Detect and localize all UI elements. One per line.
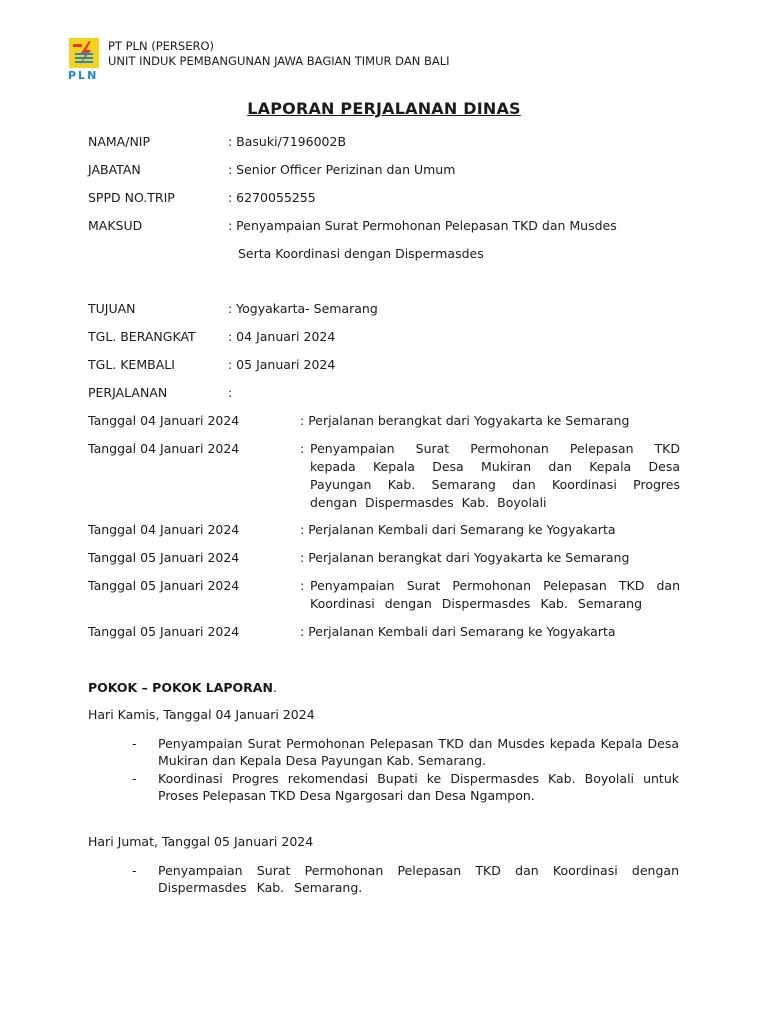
itinerary-colon: :	[300, 550, 309, 565]
itinerary-date: Tanggal 04 Januari 2024	[88, 441, 240, 456]
itinerary-date: Tanggal 04 Januari 2024	[88, 522, 240, 537]
list-item: Penyampaian Surat Permohonan Pelepasan TKD dan Koordinasi dengan Dispermasdes Kab. Semarang.	[158, 863, 679, 895]
itinerary-entry	[300, 577, 680, 613]
itinerary-colon: :	[300, 441, 305, 456]
value-maksud: : Penyampaian Surat Permohonan Pelepasan TKD dan Musdes	[228, 218, 617, 233]
list-item: Penyampaian Surat Permohonan Pelepasan TKD dan Musdes kepada Kepala Desa Mukiran dan Kepala Desa Payungan Kab. Semarang.	[158, 736, 679, 768]
bullet: -	[132, 771, 137, 786]
org-name	[108, 39, 450, 69]
org-line-1: PT PLN (PERSERO)	[108, 39, 214, 53]
value-maksud-line2: Serta Koordinasi dengan Dispermasdes	[238, 246, 484, 261]
section-heading-tail: .	[272, 680, 277, 695]
value-perjalanan: :	[228, 385, 233, 400]
itinerary-colon: :	[300, 624, 309, 639]
section-heading	[88, 680, 277, 696]
itinerary-colon: :	[300, 578, 305, 593]
label-nama: NAMA/NIP	[88, 134, 151, 149]
value-jabatan: : Senior Officer Perizinan dan Umum	[228, 162, 456, 177]
bullet: -	[132, 863, 137, 878]
value-berangkat: : 04 Januari 2024	[228, 329, 336, 344]
value-sppd: : 6270055255	[228, 190, 316, 205]
itinerary-date: Tanggal 05 Januari 2024	[88, 550, 240, 565]
section-heading-text: POKOK – POKOK LAPORAN	[88, 680, 273, 695]
label-perjalanan: PERJALANAN	[88, 385, 168, 400]
itinerary-text: Penyampaian Surat Permohonan Pelepasan TKD dan Koordinasi dengan Dispermasdes Kab. Semarang	[310, 578, 680, 611]
itinerary-entry	[300, 440, 680, 512]
list-item: Koordinasi Progres rekomendasi Bupati ke Dispermasdes Kab. Boyolali untuk Proses Pelepasan TKD Desa Ngargosari dan Desa Ngampon.	[158, 771, 679, 803]
bullet: -	[132, 736, 137, 751]
itinerary-date: Tanggal 05 Januari 2024	[88, 624, 240, 639]
label-maksud: MAKSUD	[88, 218, 143, 233]
itinerary-colon: :	[300, 522, 309, 537]
itinerary-text: Perjalanan Kembali dari Semarang ke Yogyakarta	[308, 624, 616, 639]
day-heading: Hari Jumat, Tanggal 05 Januari 2024	[88, 834, 314, 849]
itinerary-text: Perjalanan berangkat dari Yogyakarta ke Semarang	[308, 550, 630, 565]
label-jabatan: JABATAN	[88, 162, 141, 177]
org-line-2: UNIT INDUK PEMBANGUNAN JAWA BAGIAN TIMUR DAN BALI	[108, 54, 450, 68]
itinerary-entry	[300, 623, 680, 641]
itinerary-entry	[300, 549, 680, 567]
page-title: LAPORAN PERJALANAN DINAS	[247, 99, 521, 118]
pln-logo	[68, 38, 104, 86]
label-sppd: SPPD NO.TRIP	[88, 190, 175, 205]
itinerary-text: Perjalanan Kembali dari Semarang ke Yogyakarta	[308, 522, 616, 537]
itinerary-text: Perjalanan berangkat dari Yogyakarta ke Semarang	[308, 413, 630, 428]
lightning-icon	[69, 38, 99, 68]
label-kembali: TGL. KEMBALI	[88, 357, 175, 372]
label-berangkat: TGL. BERANGKAT	[88, 329, 196, 344]
itinerary-date: Tanggal 04 Januari 2024	[88, 413, 240, 428]
itinerary-text: Penyampaian Surat Permohonan Pelepasan TKD kepada Kepala Desa Mukiran dan Kepala Desa Payungan Kab. Semarang dan Koordinasi Progres dengan Dispermasdes Kab. Boyolali	[310, 441, 680, 510]
itinerary-date: Tanggal 05 Januari 2024	[88, 578, 240, 593]
itinerary-colon: :	[300, 413, 309, 428]
day-heading: Hari Kamis, Tanggal 04 Januari 2024	[88, 707, 315, 722]
value-kembali: : 05 Januari 2024	[228, 357, 336, 372]
itinerary-entry	[300, 521, 680, 539]
label-tujuan: TUJUAN	[88, 301, 136, 316]
value-tujuan: : Yogyakarta- Semarang	[228, 301, 378, 316]
itinerary-entry	[300, 412, 680, 430]
value-nama: : Basuki/7196002B	[228, 134, 347, 149]
logo-text: PLN	[68, 69, 99, 82]
